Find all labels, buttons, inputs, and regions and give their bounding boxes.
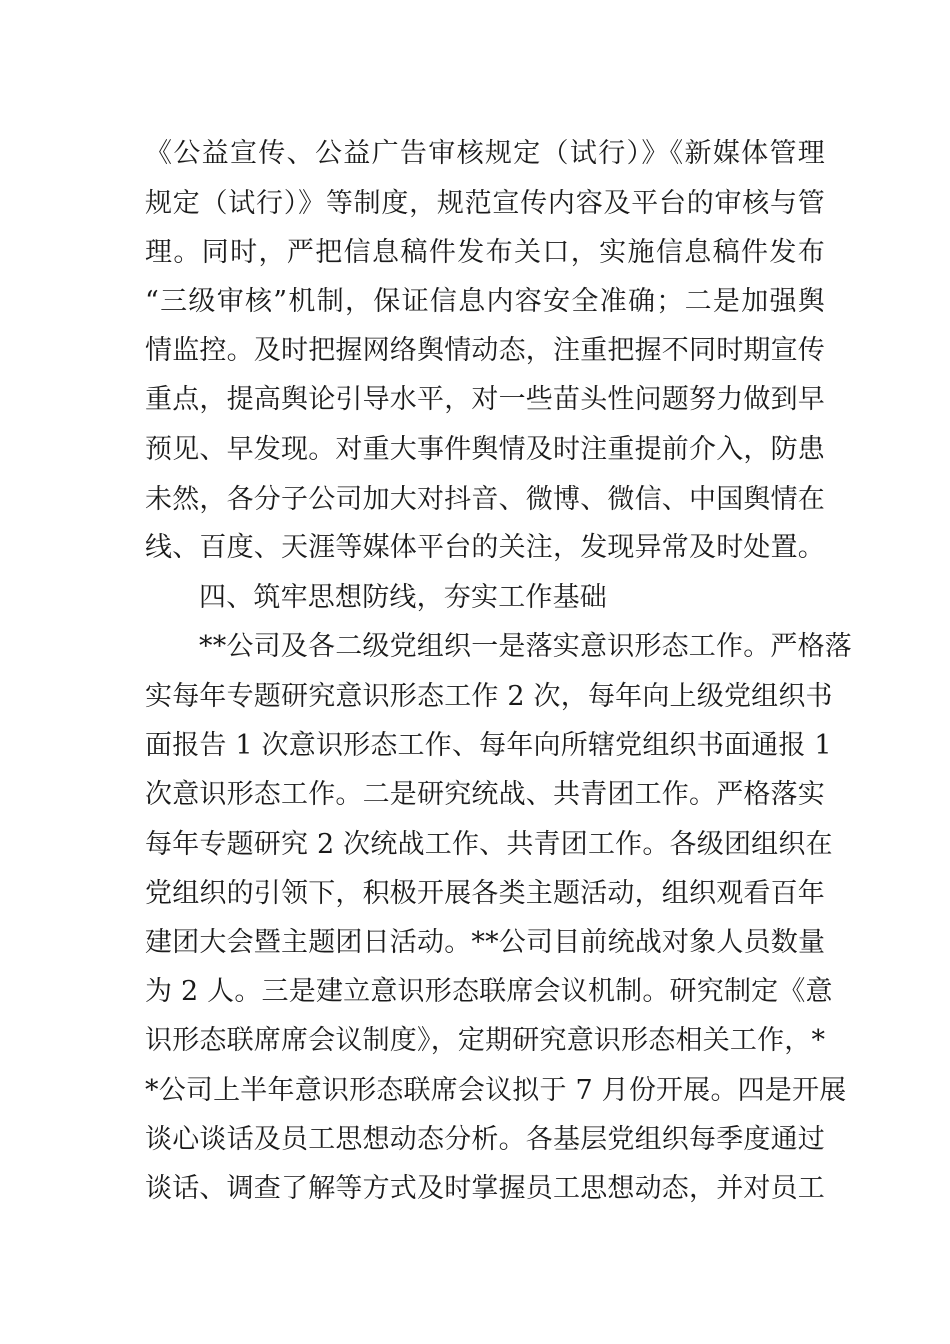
text-line: *公司上半年意识形态联席会议拟于 7 月份开展。四是开展: [145, 1075, 847, 1106]
text-line: 建团大会暨主题团日活动。**公司目前统战对象人员数量: [145, 927, 826, 958]
section-heading: 四、筑牢思想防线，夯实工作基础: [199, 582, 607, 613]
text-line: **公司及各二级党组织一是落实意识形态工作。严格落: [199, 631, 852, 662]
text-line: 预见、早发现。对重大事件舆情及时注重提前介入，防患: [145, 434, 825, 465]
text-line: 每年专题研究 2 次统战工作、共青团工作。各级团组织在: [145, 829, 833, 860]
text-line: 重点，提高舆论引导水平，对一些苗头性问题努力做到早: [145, 384, 825, 415]
text-line: 规定（试行）》等制度，规范宣传内容及平台的审核与管: [145, 188, 825, 219]
text-line: 线、百度、天涯等媒体平台的关注，发现异常及时处置。: [145, 532, 825, 563]
text-line: 未然，各分子公司加大对抖音、微博、微信、中国舆情在: [145, 484, 825, 515]
text-line: 情监控。及时把握网络舆情动态，注重把握不同时期宣传: [145, 335, 825, 366]
text-line: 党组织的引领下，积极开展各类主题活动，组织观看百年: [145, 878, 825, 909]
text-line: 面报告 1 次意识形态工作、每年向所辖党组织书面通报 1: [145, 730, 832, 761]
text-line: 识形态联席席会议制度》，定期研究意识形态相关工作，*: [145, 1025, 826, 1056]
text-line: 理。同时，严把信息稿件发布关口，实施信息稿件发布: [145, 237, 825, 268]
text-line: 谈话、调查了解等方式及时掌握员工思想动态，并对员工: [145, 1173, 825, 1204]
text-line: 谈心谈话及员工思想动态分析。各基层党组织每季度通过: [145, 1124, 825, 1155]
text-line: 《公益宣传、公益广告审核规定（试行）》《新媒体管理: [145, 138, 825, 169]
text-line: “三级审核”机制，保证信息内容安全准确；二是加强舆: [145, 286, 825, 317]
text-line: 次意识形态工作。二是研究统战、共青团工作。严格落实: [145, 779, 825, 810]
text-line: 实每年专题研究意识形态工作 2 次，每年向上级党组织书: [145, 681, 833, 712]
text-line: 为 2 人。三是建立意识形态联席会议机制。研究制定《意: [145, 976, 833, 1007]
